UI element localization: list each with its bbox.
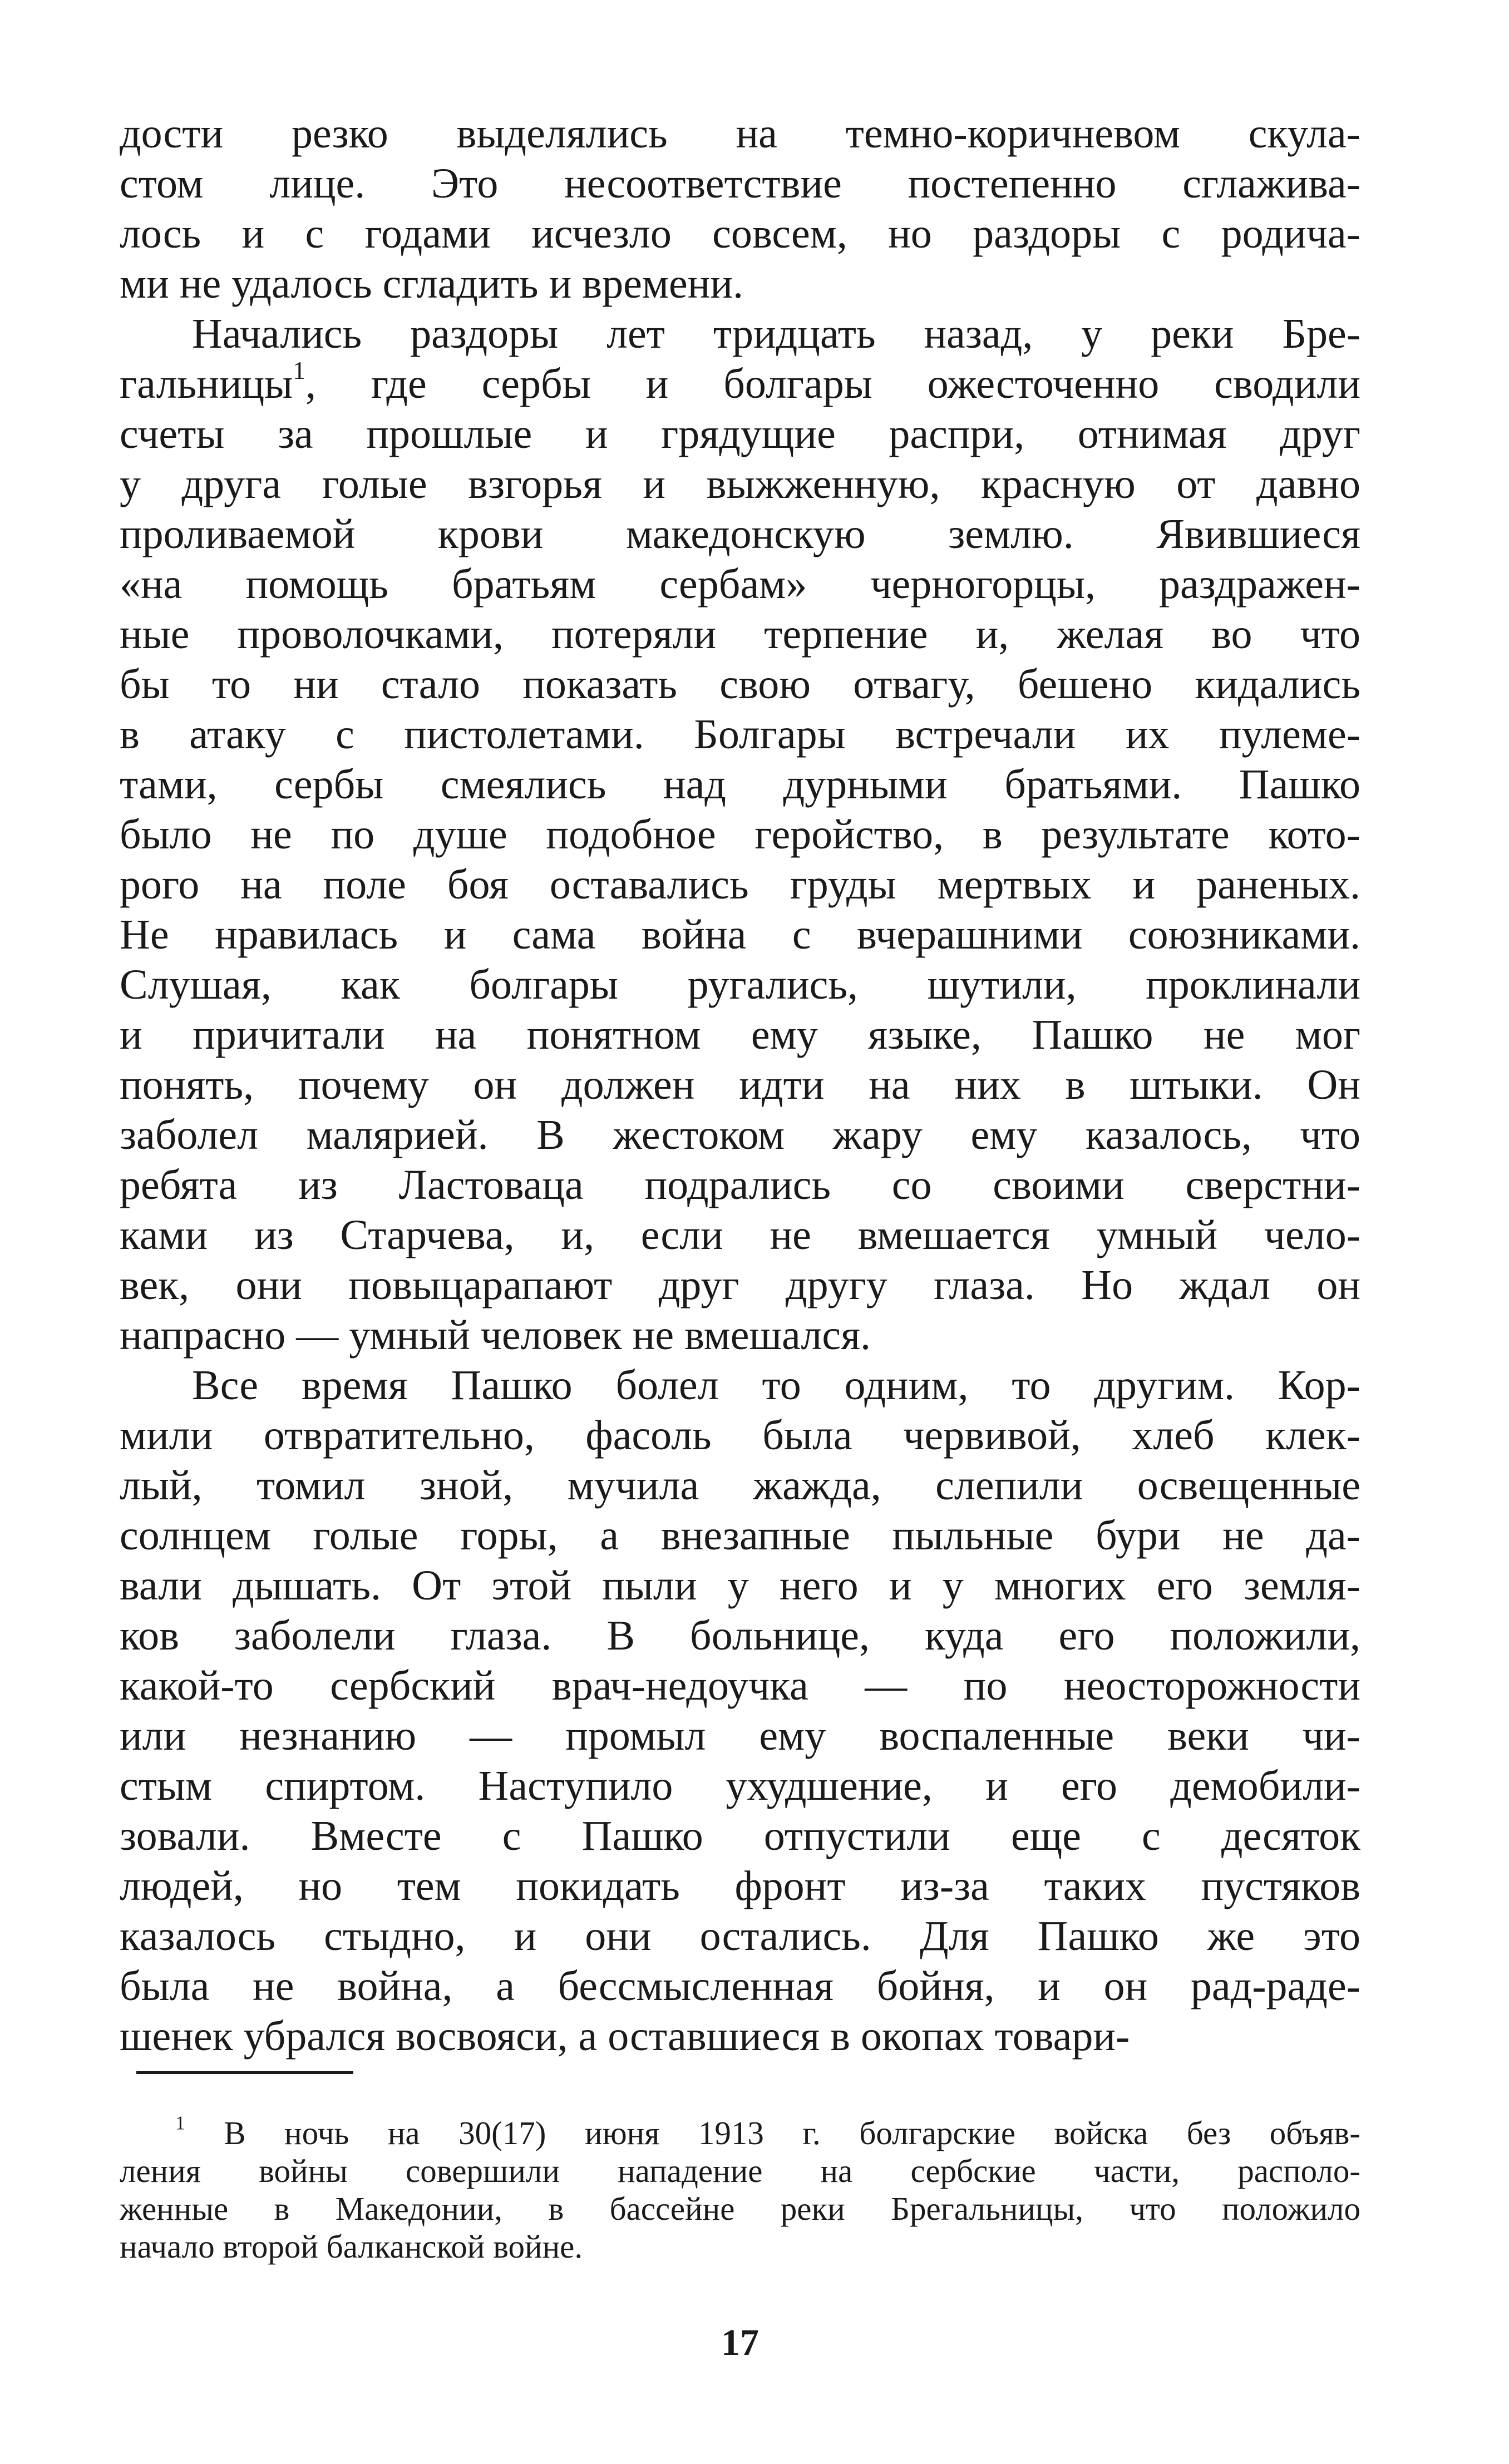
main-text [120, 108, 1360, 2061]
footnote-divider [136, 2071, 353, 2074]
text-line: или незнанию — промыл ему воспаленные веки чи- [120, 1712, 1360, 1759]
text-line: заболел малярией. В жестоком жару ему казалось, что [120, 1112, 1360, 1158]
text-line: стым спиртом. Наступило ухудшение, и его демобили- [120, 1762, 1360, 1809]
footnote-line: $^1$ В ночь на 30(17) июня 1913 г. болгарские войска без объяв- [120, 2114, 1360, 2152]
text-line: «на помощь братьям сербам» черногорцы, раздражен- [120, 561, 1360, 608]
text-line: вали дышать. От этой пыли у него и у многих его земля- [120, 1562, 1360, 1609]
footnote-line: начало второй балканской войне. [120, 2228, 583, 2265]
text-line: какой-то сербский врач-недоучка — по неосторожности [120, 1662, 1360, 1709]
text-line: гальницы$^1$, где сербы и болгары ожесточенно сводили [120, 359, 1360, 409]
text-line: людей, но тем покидать фронт из-за таких пустяков [120, 1863, 1360, 1909]
text-line: ками из Старчева, и, если не вмешается умный чело- [120, 1212, 1360, 1258]
text-line: дости резко выделялись на темно-коричневом скула- [120, 110, 1360, 157]
text-line: понять, почему он должен идти на них в штыки. Он [120, 1061, 1360, 1108]
paragraph [120, 309, 1360, 1360]
text-line: казалось стыдно, и они остались. Для Пашко же это [120, 1913, 1360, 1959]
text-line: ные проволочками, потеряли терпение и, желая во что [120, 611, 1360, 658]
footnote-reference[interactable]: 1 [293, 359, 306, 384]
text-line: зовали. Вместе с Пашко отпустили еще с десяток [120, 1813, 1360, 1859]
paragraph [120, 1360, 1360, 2061]
text-line: мили отвратительно, фасоль была червивой, хлеб клек- [120, 1412, 1360, 1459]
text-line: тами, сербы смеялись над дурными братьями. Пашко [120, 761, 1360, 808]
footnote [120, 2114, 1360, 2265]
text-line: век, они повыцарапают друг другу глаза. Но ждал он [120, 1262, 1360, 1308]
text-line: ков заболели глаза. В больнице, куда его положили, [120, 1612, 1360, 1659]
text-line: была не война, а бессмысленная бойня, и он рад-раде- [120, 1963, 1360, 2009]
text-line: у друга голые взгорья и выжженную, красную от давно [120, 461, 1360, 507]
text-line: лось и с годами исчезло совсем, но раздоры с родича- [120, 210, 1360, 257]
text-line: ми не удалось сгладить и времени. [120, 260, 744, 307]
footnote-line: ления войны совершили нападение на сербские части, располо- [120, 2152, 1360, 2189]
text-line: Все время Пашко болел то одним, то другим. Кор- [192, 1362, 1360, 1409]
footnote-line: женные в Македонии, в бассейне реки Брегальницы, что положило [120, 2190, 1360, 2227]
text-line: рого на поле боя оставались груды мертвых и раненых. [120, 861, 1360, 908]
text-line: ребята из Ластоваца подрались со своими сверстни- [120, 1162, 1360, 1208]
text-line: лый, томил зной, мучила жажда, слепили освещенные [120, 1462, 1360, 1509]
text-line: бы то ни стало показать свою отвагу, бешено кидались [120, 661, 1360, 708]
text-line: было не по душе подобное геройство, в результате кото- [120, 811, 1360, 858]
text-line: проливаемой крови македонскую землю. Явившиеся [120, 511, 1360, 557]
paragraph [120, 108, 1360, 309]
text-line: шенек убрался восвояси, а оставшиеся в окопах товари- [120, 2013, 1130, 2060]
text-line: Начались раздоры лет тридцать назад, у реки Бре- [192, 310, 1360, 357]
text-line: Слушая, как болгары ругались, шутили, проклинали [120, 961, 1360, 1008]
book-page [120, 108, 1360, 2417]
text-line: стом лице. Это несоответствие постепенно сглажива- [120, 160, 1360, 207]
footnote-marker: 1 [175, 2114, 185, 2134]
text-line: Не нравилась и сама война с вчерашними союзниками. [120, 911, 1360, 958]
text-line: счеты за прошлые и грядущие распри, отнимая друг [120, 411, 1360, 457]
text-line: в атаку с пистолетами. Болгары встречали их пулеме- [120, 711, 1360, 758]
text-line: напрасно — умный человек не вмешался. [120, 1312, 871, 1359]
text-line: солнцем голые горы, а внезапные пыльные бури не да- [120, 1512, 1360, 1559]
text-line: и причитали на понятном ему языке, Пашко не мог [120, 1011, 1360, 1058]
page-number: 17 [721, 2321, 759, 2363]
